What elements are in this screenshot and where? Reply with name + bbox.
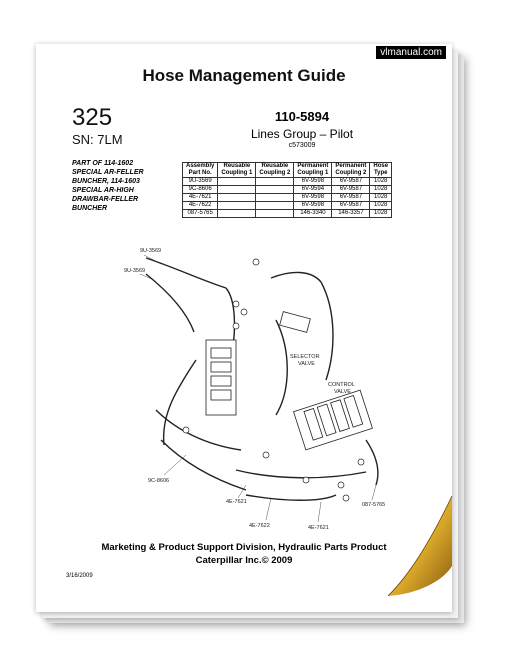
valve-section bbox=[211, 362, 231, 372]
table-cell: 9U-3569 bbox=[183, 178, 218, 186]
table-cell: 9C-8606 bbox=[183, 186, 218, 194]
fitting bbox=[338, 482, 344, 488]
document-title: Hose Management Guide bbox=[142, 66, 346, 85]
table-cell: 6V-9587 bbox=[332, 178, 370, 186]
callout-label: 087-5765 bbox=[362, 502, 386, 508]
table-cell: 6V-9594 bbox=[294, 186, 332, 194]
leader-line bbox=[372, 485, 376, 500]
fitting bbox=[303, 477, 309, 483]
callout-label: 9U-3569 bbox=[140, 248, 162, 254]
table-cell bbox=[218, 194, 256, 202]
hose-line bbox=[146, 274, 194, 332]
table-cell bbox=[218, 186, 256, 194]
valve-section bbox=[211, 376, 231, 386]
hose-routing-diagram bbox=[36, 240, 452, 540]
hose-table bbox=[182, 162, 392, 218]
hose-line bbox=[366, 440, 378, 485]
hose-lines bbox=[146, 258, 378, 500]
hose-line bbox=[164, 360, 196, 445]
col-header-reusable-1: Reusable Coupling 1 bbox=[218, 163, 256, 178]
table-cell: 1028 bbox=[370, 186, 392, 194]
table-cell: 146-3340 bbox=[294, 210, 332, 218]
model-number: 325 bbox=[72, 104, 113, 131]
watermark: vlmanual.com bbox=[376, 46, 446, 59]
hose-line bbox=[271, 272, 321, 282]
part-of-line: PART OF 114-1602 bbox=[72, 160, 134, 167]
table-cell: 1028 bbox=[370, 210, 392, 218]
table-cell: 1028 bbox=[370, 194, 392, 202]
part-of-line: SPECIAL AR-FELLER bbox=[72, 169, 144, 176]
table-row bbox=[183, 210, 392, 218]
group-part-number: 110-5894 bbox=[274, 109, 330, 124]
leader-line bbox=[144, 255, 161, 264]
control-valve-label: VALVE bbox=[334, 389, 351, 395]
table-cell bbox=[256, 202, 294, 210]
table-cell: 6V-9598 bbox=[294, 202, 332, 210]
group-name: Lines Group – Pilot bbox=[250, 127, 354, 141]
table-row bbox=[183, 178, 392, 186]
valve-section bbox=[211, 390, 231, 400]
table-cell: 6V-9598 bbox=[294, 194, 332, 202]
hose-line bbox=[276, 320, 287, 415]
table-cell: 6V-9587 bbox=[332, 186, 370, 194]
hose-line bbox=[161, 440, 246, 490]
leader-line bbox=[318, 502, 321, 522]
callout-label: 9C-8606 bbox=[148, 478, 170, 484]
fitting bbox=[241, 309, 247, 315]
table-cell: 4E-7622 bbox=[183, 202, 218, 210]
table-row bbox=[183, 194, 392, 202]
fitting bbox=[183, 427, 189, 433]
callout-label: 9U-3569 bbox=[124, 268, 146, 274]
table-header-row bbox=[183, 163, 392, 178]
hose-line bbox=[156, 410, 241, 450]
table-cell: 087-5765 bbox=[183, 210, 218, 218]
col-header-permanent-2: Permanent Coupling 2 bbox=[332, 163, 370, 178]
fitting bbox=[358, 459, 364, 465]
part-of-note bbox=[72, 159, 178, 213]
fitting bbox=[263, 452, 269, 458]
page-curl-icon bbox=[388, 496, 464, 596]
part-of-line: BUNCHER bbox=[72, 205, 107, 212]
footer-division: Marketing & Product Support Division, Hydraulic Parts Product bbox=[101, 542, 387, 553]
part-of-line: SPECIAL AR-HIGH bbox=[72, 187, 134, 194]
table-cell bbox=[256, 186, 294, 194]
table-row bbox=[183, 202, 392, 210]
fitting bbox=[343, 495, 349, 501]
part-of-line: DRAWBAR-FELLER bbox=[72, 196, 139, 203]
fitting bbox=[233, 301, 239, 307]
fitting bbox=[253, 259, 259, 265]
table-cell bbox=[218, 178, 256, 186]
hose-line bbox=[246, 495, 336, 500]
drawing-code: c573009 bbox=[288, 142, 316, 149]
callout-label: 4E-7622 bbox=[249, 523, 270, 529]
table-cell bbox=[256, 178, 294, 186]
control-valve-label: CONTROL bbox=[328, 382, 355, 388]
table-cell: 6V-9587 bbox=[332, 194, 370, 202]
part-of-line: BUNCHER, 114-1603 bbox=[72, 178, 140, 185]
fitting bbox=[233, 323, 239, 329]
callout-label: 4E-7621 bbox=[308, 525, 329, 531]
table-cell: 6V-9587 bbox=[332, 202, 370, 210]
col-header-assembly: Assembly Part No. bbox=[183, 163, 218, 178]
selector-valve-label: SELECTOR bbox=[290, 354, 320, 360]
selector-valve bbox=[280, 312, 311, 333]
table-cell bbox=[256, 194, 294, 202]
document-date: 3/16/2009 bbox=[66, 573, 93, 579]
footer-copyright: Caterpillar Inc.© 2009 bbox=[195, 555, 293, 566]
table-cell: 1028 bbox=[370, 202, 392, 210]
serial-prefix: SN: 7LM bbox=[72, 132, 123, 147]
table-row bbox=[183, 186, 392, 194]
curl-fold bbox=[388, 496, 452, 596]
leader-line bbox=[164, 455, 186, 475]
valve-blocks bbox=[206, 312, 372, 450]
col-header-hose-type: Hose Type bbox=[370, 163, 392, 178]
table-cell: 6V-9598 bbox=[294, 178, 332, 186]
callout-label: 4E-7621 bbox=[226, 499, 247, 505]
hose-line bbox=[321, 282, 333, 380]
table-cell: 4E-7621 bbox=[183, 194, 218, 202]
col-header-permanent-1: Permanent Coupling 1 bbox=[294, 163, 332, 178]
table-cell bbox=[218, 202, 256, 210]
selector-valve-label: VALVE bbox=[298, 361, 315, 367]
valve-section bbox=[211, 348, 231, 358]
table-cell: 146-3357 bbox=[332, 210, 370, 218]
hose-line bbox=[236, 470, 366, 478]
table-cell: 1028 bbox=[370, 178, 392, 186]
table-cell bbox=[218, 210, 256, 218]
leader-line bbox=[266, 498, 271, 520]
table-cell bbox=[256, 210, 294, 218]
col-header-reusable-2: Reusable Coupling 2 bbox=[256, 163, 294, 178]
